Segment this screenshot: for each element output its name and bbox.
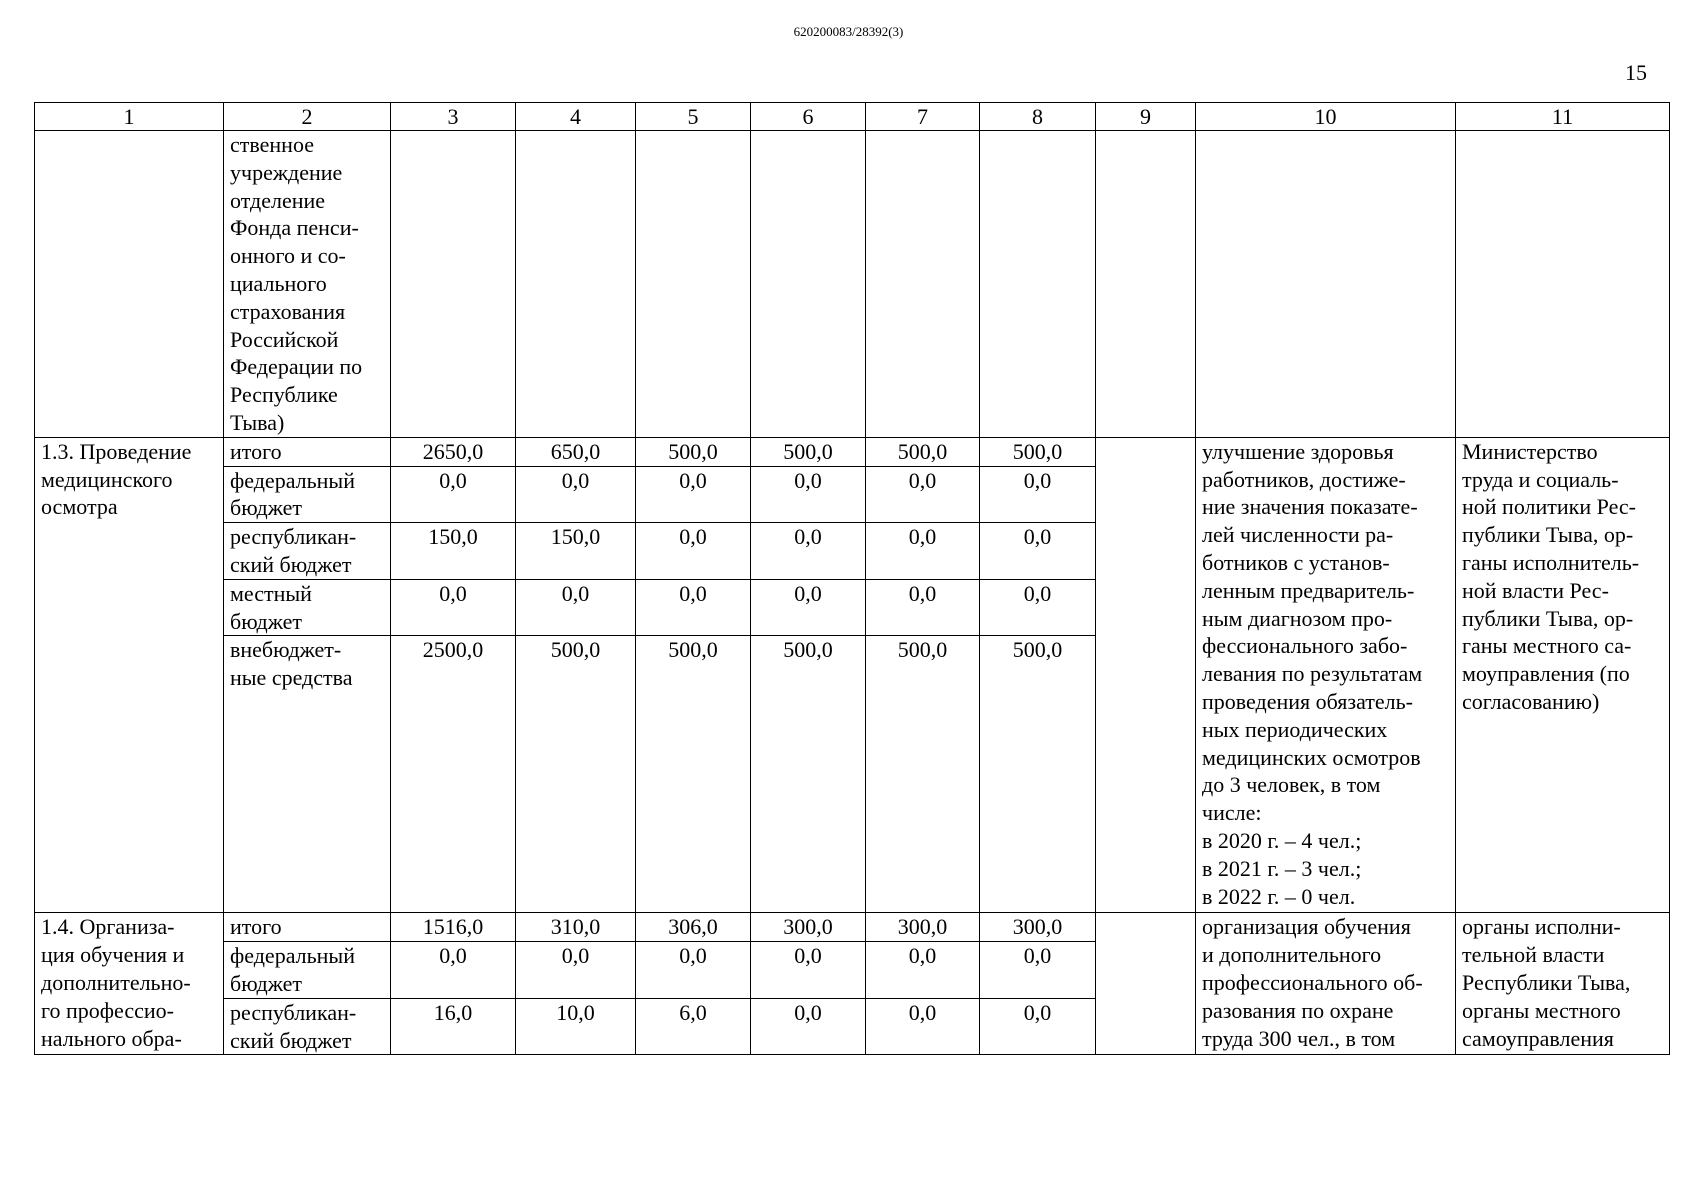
amount-cell: 0,0 (391, 579, 516, 636)
measure-title-cell-line: го профессио- (41, 997, 174, 1023)
empty-cell (751, 131, 866, 438)
responsible-cell (1456, 437, 1670, 913)
expected-result-cell (1196, 913, 1456, 1055)
expected-result-cell-line: числе: (1202, 800, 1262, 826)
amount-cell: 0,0 (636, 523, 751, 580)
funding-source-cell-line: внебюджет- (230, 637, 342, 663)
amount-cell: 0,0 (391, 466, 516, 523)
funding-source-cell-line: ский бюджет (230, 551, 352, 577)
empty-cell (516, 131, 636, 438)
program-table (34, 102, 1670, 1055)
expected-result-cell-line: ленным предваритель- (1202, 577, 1415, 603)
measure-title-cell-line: нального обра- (41, 1025, 182, 1051)
expected-result-cell-line: ным диагнозом про- (1202, 605, 1393, 631)
responsible-cell-line: труда и социаль- (1462, 466, 1619, 492)
expected-result-cell-line: ных периодических (1202, 716, 1388, 742)
column-header: 9 (1096, 103, 1196, 131)
responsible-cell-line: ганы местного са- (1462, 633, 1632, 659)
executor-cell-line: Федерации по (230, 354, 363, 380)
column-header: 10 (1196, 103, 1456, 131)
amount-cell: 500,0 (980, 636, 1096, 913)
measure-title-cell (35, 437, 224, 913)
funding-source-cell-line: ский бюджет (230, 1027, 352, 1053)
amount-cell: 0,0 (516, 466, 636, 523)
funding-source-cell (224, 437, 391, 466)
expected-result-cell-line: до 3 человек, в том (1202, 772, 1381, 798)
empty-cell (1096, 131, 1196, 438)
funding-source-cell-line: ные средства (230, 665, 353, 691)
amount-cell: 500,0 (751, 636, 866, 913)
funding-source-cell-line: итого (230, 438, 282, 464)
funding-source-cell (224, 942, 391, 999)
amount-cell: 300,0 (866, 913, 980, 942)
funding-source-cell-line: бюджет (230, 608, 302, 634)
responsible-cell-line: согласованию) (1462, 688, 1600, 714)
executor-cell-line: онного и со- (230, 243, 346, 269)
amount-cell: 0,0 (636, 466, 751, 523)
amount-cell: 0,0 (751, 942, 866, 999)
measure-title-cell-line: дополнительно- (41, 969, 191, 995)
amount-cell: 500,0 (866, 636, 980, 913)
empty-cell (980, 131, 1096, 438)
expected-result-cell-line: труда 300 чел., в том (1202, 1025, 1396, 1051)
executor-cell-line: Российской (230, 326, 339, 352)
amount-cell: 2650,0 (391, 437, 516, 466)
amount-cell: 500,0 (751, 437, 866, 466)
amount-cell: 1516,0 (391, 913, 516, 942)
funding-row (35, 913, 1670, 942)
executor-cell-line: Тыва) (230, 409, 285, 435)
page-number: 15 (1625, 60, 1647, 85)
measure-title-cell-line: 1.4. Организа- (41, 914, 175, 940)
amount-cell: 0,0 (636, 942, 751, 999)
expected-result-cell-line: медицинских осмотров (1202, 744, 1421, 770)
empty-cell (866, 131, 980, 438)
amount-cell: 0,0 (980, 579, 1096, 636)
responsible-cell-line: ной политики Рес- (1462, 494, 1636, 520)
amount-cell: 0,0 (391, 942, 516, 999)
amount-cell: 0,0 (980, 523, 1096, 580)
responsible-cell-line: органы местного (1462, 997, 1621, 1023)
amount-cell: 0,0 (866, 942, 980, 999)
amount-cell: 500,0 (866, 437, 980, 466)
funding-row (35, 437, 1670, 466)
amount-cell: 0,0 (866, 579, 980, 636)
executor-cell-line: страхования (230, 298, 346, 324)
amount-cell: 150,0 (391, 523, 516, 580)
executor-cell-line: циального (230, 270, 327, 296)
responsible-cell-line: публики Тыва, ор- (1462, 522, 1634, 548)
column-header: 7 (866, 103, 980, 131)
responsible-cell-line: моуправления (по (1462, 661, 1630, 687)
amount-cell: 150,0 (516, 523, 636, 580)
empty-cell (35, 131, 224, 438)
column-header: 11 (1456, 103, 1670, 131)
amount-cell: 0,0 (516, 942, 636, 999)
funding-source-cell (224, 913, 391, 942)
funding-source-cell-line: федеральный (230, 943, 355, 969)
funding-source-cell (224, 466, 391, 523)
expected-result-cell-line: разования по охране (1202, 997, 1394, 1023)
funding-source-cell (224, 579, 391, 636)
expected-result-cell-line: в 2022 г. – 0 чел. (1202, 883, 1356, 909)
expected-result-cell (1196, 437, 1456, 913)
funding-source-cell (224, 636, 391, 913)
empty-cell (391, 131, 516, 438)
empty-cell (1096, 913, 1196, 1055)
amount-cell: 500,0 (636, 636, 751, 913)
expected-result-cell-line: улучшение здоровья (1202, 438, 1394, 464)
funding-source-cell-line: республикан- (230, 524, 357, 550)
executor-cell (224, 131, 391, 438)
amount-cell: 0,0 (751, 998, 866, 1055)
responsible-cell-line: публики Тыва, ор- (1462, 605, 1634, 631)
column-header: 5 (636, 103, 751, 131)
amount-cell: 0,0 (980, 466, 1096, 523)
expected-result-cell-line: левания по результатам (1202, 661, 1423, 687)
funding-source-cell-line: бюджет (230, 495, 302, 521)
funding-source-cell-line: республикан- (230, 999, 357, 1025)
amount-cell: 300,0 (751, 913, 866, 942)
empty-cell (1196, 131, 1456, 438)
expected-result-cell-line: работников, достиже- (1202, 466, 1406, 492)
expected-result-cell-line: ние значения показате- (1202, 494, 1418, 520)
expected-result-cell-line: проведения обязатель- (1202, 688, 1413, 714)
column-header: 4 (516, 103, 636, 131)
responsible-cell-line: Министерство (1462, 438, 1598, 464)
responsible-cell (1456, 913, 1670, 1055)
responsible-cell-line: ной власти Рес- (1462, 577, 1609, 603)
executor-cell-line: ственное (230, 132, 314, 157)
amount-cell: 2500,0 (391, 636, 516, 913)
amount-cell: 0,0 (980, 998, 1096, 1055)
expected-result-cell-line: в 2021 г. – 3 чел.; (1202, 855, 1362, 881)
amount-cell: 650,0 (516, 437, 636, 466)
amount-cell: 0,0 (980, 942, 1096, 999)
funding-source-cell (224, 998, 391, 1055)
funding-source-cell-line: итого (230, 914, 282, 940)
column-header: 2 (224, 103, 391, 131)
amount-cell: 500,0 (516, 636, 636, 913)
empty-cell (1096, 437, 1196, 913)
expected-result-cell-line: в 2020 г. – 4 чел.; (1202, 827, 1362, 853)
measure-title-cell-line: ция обучения и (41, 942, 185, 968)
expected-result-cell-line: лей численности ра- (1202, 522, 1394, 548)
expected-result-cell-line: и дополнительного (1202, 942, 1382, 968)
column-header: 3 (391, 103, 516, 131)
document-code: 620200083/28392(3) (793, 24, 904, 39)
amount-cell: 306,0 (636, 913, 751, 942)
column-header: 8 (980, 103, 1096, 131)
funding-source-cell-line: федеральный (230, 467, 355, 493)
amount-cell: 0,0 (751, 466, 866, 523)
amount-cell: 0,0 (751, 579, 866, 636)
executor-cell-line: учреждение (230, 159, 343, 185)
empty-cell (1456, 131, 1670, 438)
funding-source-cell-line: бюджет (230, 970, 302, 996)
expected-result-cell-line: организация обучения (1202, 914, 1411, 940)
amount-cell: 500,0 (636, 437, 751, 466)
amount-cell: 10,0 (516, 998, 636, 1055)
measure-title-cell (35, 913, 224, 1055)
column-header: 6 (751, 103, 866, 131)
amount-cell: 0,0 (751, 523, 866, 580)
expected-result-cell-line: ботников с установ- (1202, 549, 1390, 575)
funding-source-cell-line: местный (230, 580, 312, 606)
empty-cell (636, 131, 751, 438)
expected-result-cell-line: профессионального об- (1202, 969, 1423, 995)
header-row (35, 103, 1670, 131)
amount-cell: 0,0 (866, 523, 980, 580)
responsible-cell-line: Республики Тыва, (1462, 969, 1631, 995)
continuation-row (35, 131, 1670, 438)
amount-cell: 0,0 (516, 579, 636, 636)
amount-cell: 310,0 (516, 913, 636, 942)
amount-cell: 0,0 (636, 579, 751, 636)
responsible-cell-line: органы исполни- (1462, 914, 1621, 940)
responsible-cell-line: ганы исполнитель- (1462, 549, 1640, 575)
funding-source-cell (224, 523, 391, 580)
amount-cell: 0,0 (866, 998, 980, 1055)
amount-cell: 6,0 (636, 998, 751, 1055)
expected-result-cell-line: фессионального забо- (1202, 633, 1408, 659)
executor-cell-line: Фонда пенси- (230, 215, 359, 241)
executor-cell-line: Республике (230, 382, 338, 408)
amount-cell: 300,0 (980, 913, 1096, 942)
column-header: 1 (35, 103, 224, 131)
amount-cell: 500,0 (980, 437, 1096, 466)
responsible-cell-line: тельной власти (1462, 942, 1605, 968)
measure-title-cell-line: 1.3. Проведение (41, 438, 192, 464)
amount-cell: 0,0 (866, 466, 980, 523)
measure-title-cell-line: осмотра (41, 494, 118, 520)
executor-cell-line: отделение (230, 187, 326, 213)
measure-title-cell-line: медицинского (41, 466, 173, 492)
amount-cell: 16,0 (391, 998, 516, 1055)
responsible-cell-line: самоуправления (1462, 1025, 1614, 1051)
